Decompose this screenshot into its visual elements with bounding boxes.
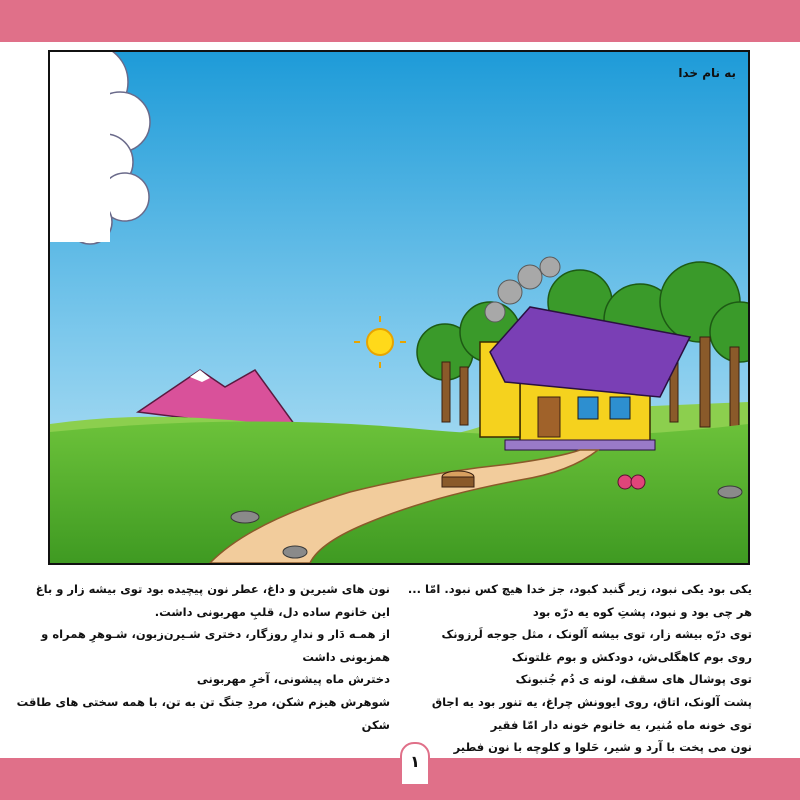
page-number: ۱ [410, 752, 420, 771]
story-line: این خانوم ساده دل، قلبِ مهربونی داشت. [154, 604, 390, 619]
story-line: نون می پخت با آرد و شیر، حَلوا و کلوچه با نون فطیر [453, 740, 752, 755]
tree-stump [442, 471, 474, 487]
page-number-tab [400, 742, 430, 786]
story-line: از همـه دَار و ندارِ روزگار، دختری شـیرن‌زبون، شـوهرِ همراه و [41, 627, 390, 642]
story-line: یکی بود یکی نبود، زیر گنبد کبود، جز خدا هیچ کس نبود. امّا ... [407, 582, 752, 596]
story-line: دخترش ماه پیشونی، آخرِ مهربونی [196, 672, 390, 687]
story-line: روی بوم کاهگلی‌ش، دودکش و بوم غلتونک [511, 649, 752, 664]
story-text-right-column [400, 578, 752, 759]
story-line: توی درّه بیشه زار، توی بیشه آلونک ، مثل جوجه لَرزونک [441, 627, 752, 642]
story-line: هر چی بود و نبود، پشتِ کوه یه درّه بود [532, 604, 752, 619]
story-illustration [48, 50, 750, 565]
top-pink-band [0, 0, 800, 42]
story-line: نون های شیرین و داغ، عطر نون پیچیده بود توی بیشه زار و باغ [35, 582, 390, 596]
story-line: شوهرش هیزم شکن، مردِ جنگ تن به تن، با همه سختی های طاقت [16, 694, 390, 709]
header-title: به نام خدا [678, 66, 736, 80]
story-line: شکن [361, 717, 390, 732]
story-line: توی خونه ماه مُنیر، یه خانوم خونه دار امّا فقیر [490, 717, 752, 732]
story-text-left-column [16, 578, 390, 736]
story-line: توی پوشال های سقف، لونه ی دُم جُنبونک [515, 672, 752, 687]
story-line: پشت آلونک، اتاق، روی ایوونش چراغ، یه تنور بود یه اجاق [431, 694, 752, 709]
story-line: همزبونی داشت [302, 649, 390, 664]
